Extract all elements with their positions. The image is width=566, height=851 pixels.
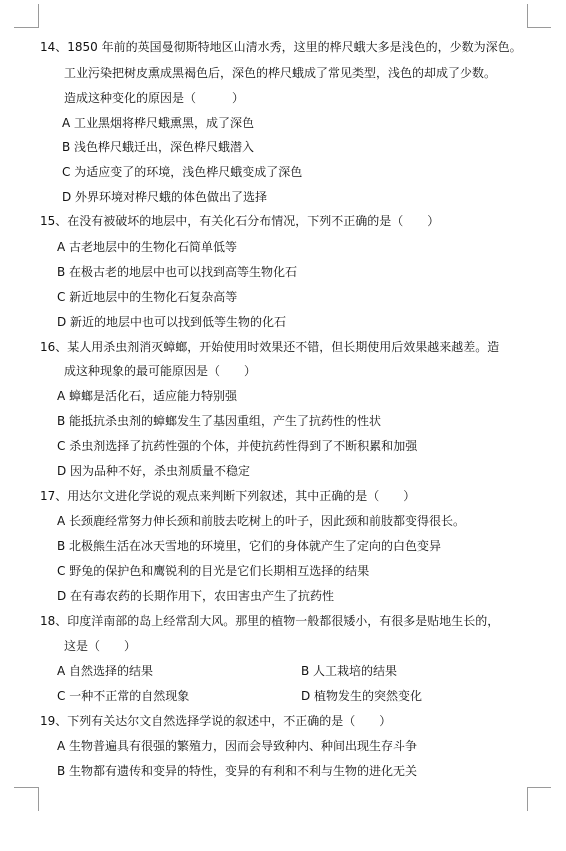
answer-option-b: B 生物都有遗传和变异的特性，变异的有利和不利与生物的进化无关 — [57, 764, 418, 778]
question-stem-line: 工业污染把树皮熏成黑褐色后，深色的桦尺蛾成了常见类型，浅色的却成了少数。 — [64, 66, 497, 80]
answer-option-a: A 生物普遍具有很强的繁殖力，因而会导致种内、种间出现生存斗争 — [57, 739, 418, 753]
answer-option-d: D 因为品种不好，杀虫剂质量不稳定 — [57, 464, 251, 478]
question-stem-line: 16、某人用杀虫剂消灭蟑螂，开始使用时效果还不错，但长期使用后效果越来越差。造 — [40, 340, 500, 354]
answer-option-b: B 人工栽培的结果 — [301, 664, 398, 678]
answer-option-b: B 能抵抗杀虫剂的蟑螂发生了基因重组，产生了抗药性的性状 — [57, 414, 382, 428]
answer-option-c: C 杀虫剂选择了抗药性强的个体，并使抗药性得到了不断积累和加强 — [57, 439, 418, 453]
question-stem-line: 15、在没有被破坏的地层中，有关化石分布情况，下列不正确的是（ ） — [40, 214, 440, 228]
answer-option-d: D 在有毒农药的长期作用下，农田害虫产生了抗药性 — [57, 589, 335, 603]
answer-option-a: A 自然选择的结果 — [57, 664, 154, 678]
question-stem-line: 成这种现象的最可能原因是（ ） — [64, 364, 257, 378]
question-stem-line: 造成这种变化的原因是（ ） — [64, 91, 245, 105]
answer-option-a: A 长颈鹿经常努力伸长颈和前肢去吃树上的叶子，因此颈和前肢都变得很长。 — [57, 514, 466, 528]
answer-option-a: A 古老地层中的生物化石简单低等 — [57, 240, 238, 254]
answer-option-a: A 蟑螂是活化石，适应能力特别强 — [57, 389, 238, 403]
answer-option-d: D 外界环境对桦尺蛾的体色做出了选择 — [62, 190, 268, 204]
answer-option-b: B 在极古老的地层中也可以找到高等生物化石 — [57, 265, 298, 279]
answer-option-b: B 北极熊生活在冰天雪地的环境里，它们的身体就产生了定向的白色变异 — [57, 539, 442, 553]
answer-option-c: C 一种不正常的自然现象 — [57, 689, 190, 703]
answer-option-d: D 新近的地层中也可以找到低等生物的化石 — [57, 315, 287, 329]
answer-option-c: C 野兔的保护色和鹰锐利的目光是它们长期相互选择的结果 — [57, 564, 370, 578]
question-stem-line: 17、用达尔文进化学说的观点来判断下列叙述，其中正确的是（ ） — [40, 489, 416, 503]
question-stem-line: 14、1850 年前的英国曼彻斯特地区山清水秀，这里的桦尺蛾大多是浅色的，少数为深色。 — [40, 40, 522, 54]
answer-option-c: C 新近地层中的生物化石复杂高等 — [57, 290, 238, 304]
answer-option-a: A 工业黑烟将桦尺蛾熏黑，成了深色 — [62, 116, 255, 130]
answer-option-d: D 植物发生的突然变化 — [301, 689, 423, 703]
question-stem-line: 这是（ ） — [64, 639, 137, 653]
answer-option-b: B 浅色桦尺蛾迁出，深色桦尺蛾潜入 — [62, 140, 255, 154]
question-stem-line: 18、印度洋南部的岛上经常刮大风。那里的植物一般都很矮小，有很多是贴地生长的， — [40, 614, 500, 628]
question-stem-line: 19、下列有关达尔文自然选择学说的叙述中，不正确的是（ ） — [40, 714, 392, 728]
answer-option-c: C 为适应变了的环境，浅色桦尺蛾变成了深色 — [62, 165, 303, 179]
